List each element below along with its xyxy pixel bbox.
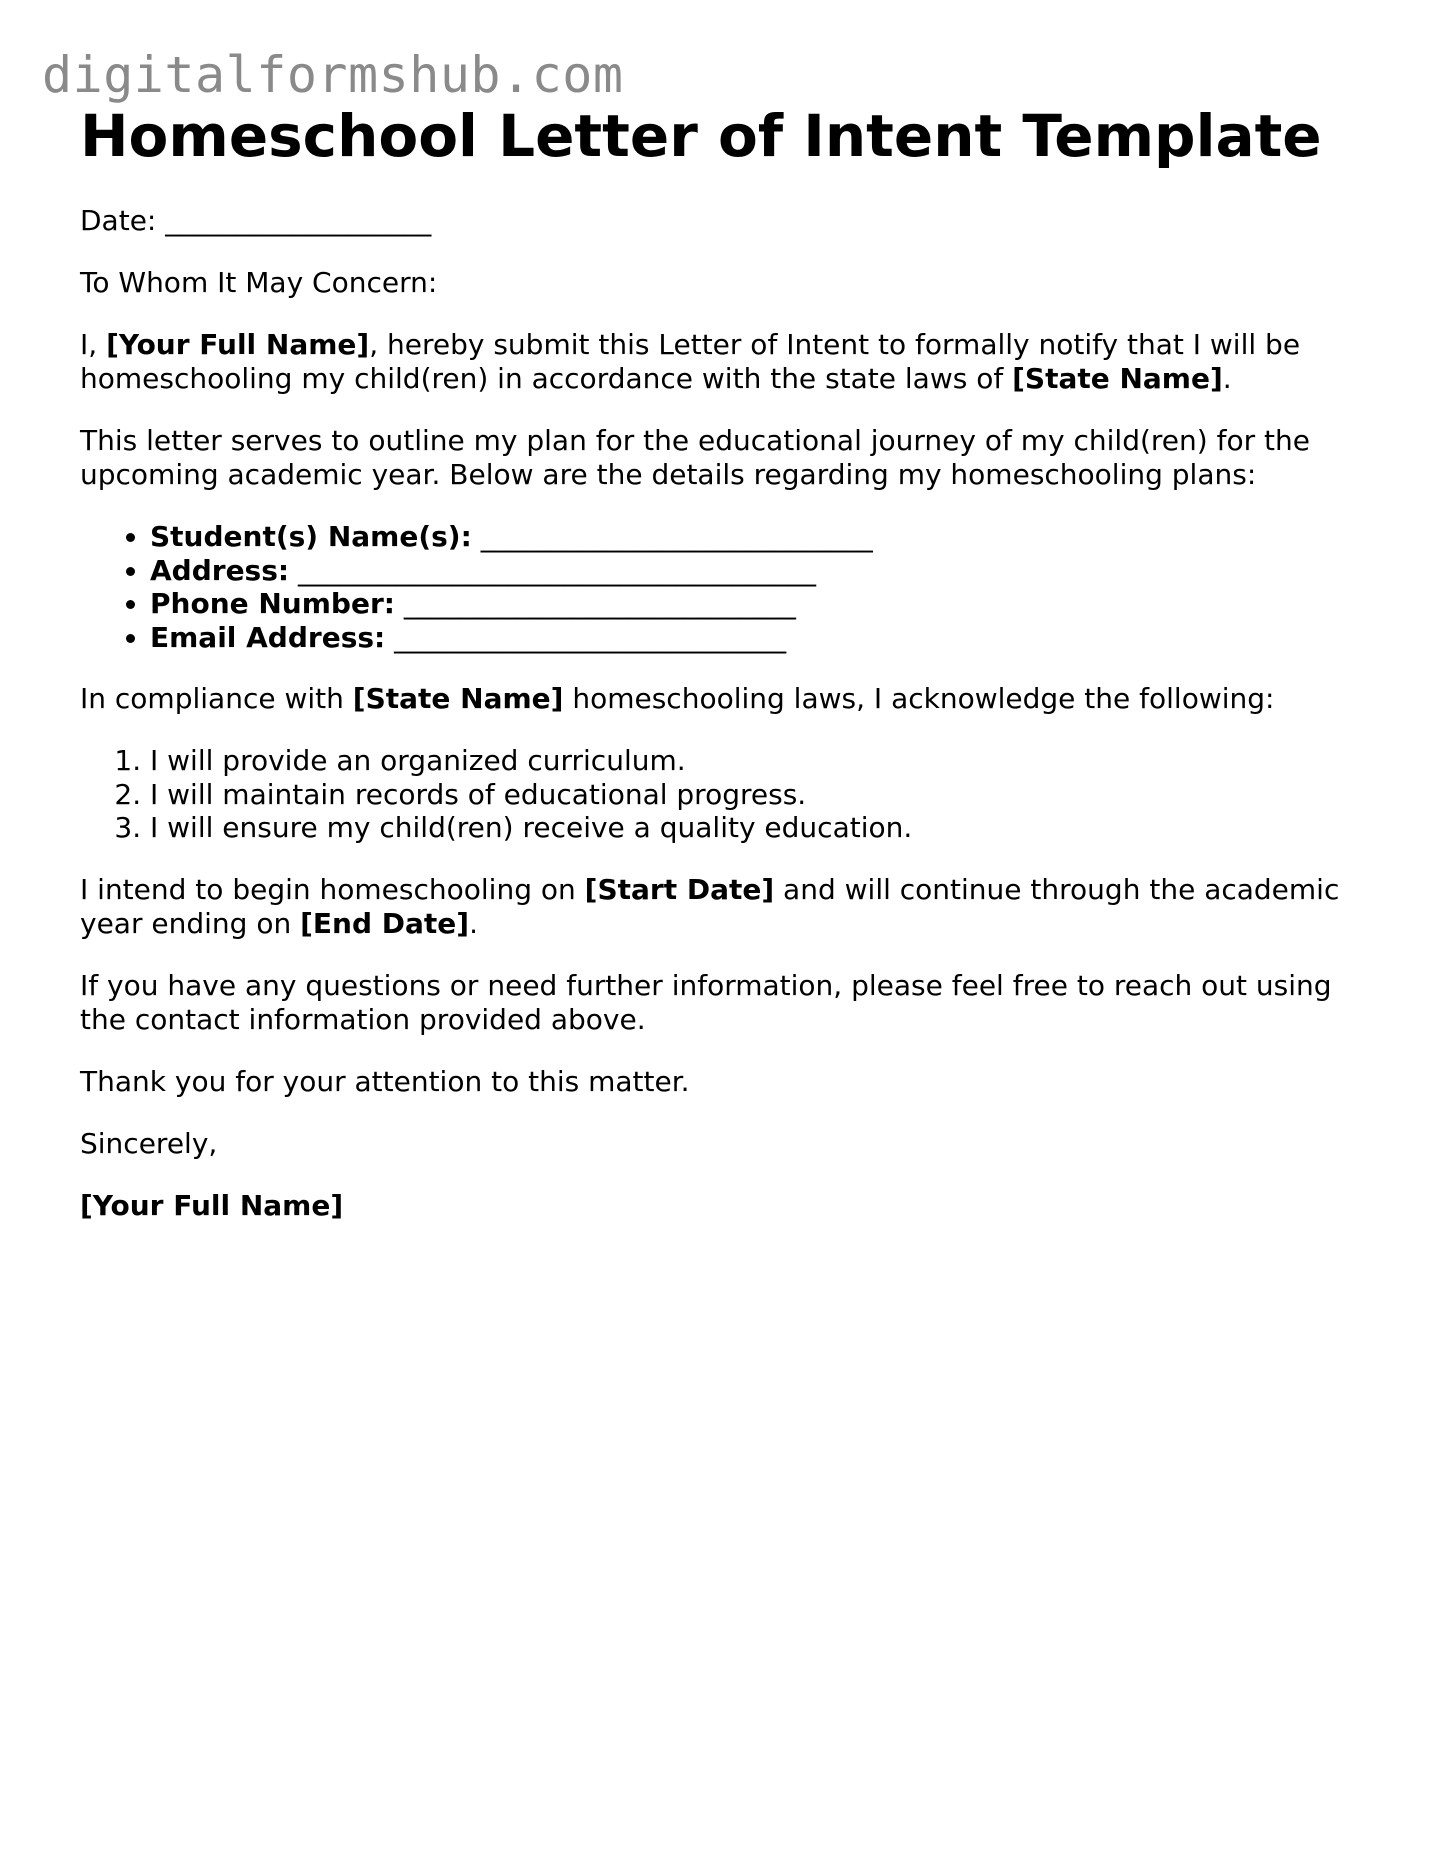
date-label: Date: [80,204,157,237]
date-blank: ___________________ [165,204,432,237]
detail-blank: ____________________________ [403,587,796,620]
compliance-prefix: In compliance with [80,682,353,715]
intro-state-placeholder: [State Name] [1012,362,1223,395]
salutation: To Whom It May Concern: [80,266,438,299]
signature-placeholder: [Your Full Name] [80,1188,344,1222]
acknowledgement-list [80,744,1370,845]
dates-suffix: . [469,906,478,940]
list-item [150,587,1370,621]
closing-line: Sincerely, [80,1126,218,1160]
intro-name-placeholder: [Your Full Name] [106,328,370,361]
detail-blank: ____________________________ [480,520,873,553]
letter-document [80,98,1370,1223]
date-line [80,204,1370,238]
list-item: 2. I will maintain records of educational progress. [150,778,1370,812]
start-date-placeholder: [Start Date] [584,872,775,906]
dates-middle: and will continue through the academic year ending on [80,872,1340,940]
list-item [150,621,1370,655]
detail-label: Phone Number: [150,587,395,620]
detail-blank: ____________________________ [394,620,787,654]
compliance-state-placeholder: [State Name] [352,682,564,715]
detail-blank: _____________________________________ [298,553,816,587]
list-item: 3. I will ensure my child(ren) receive a quality education. [150,811,1370,845]
compliance-paragraph [80,682,1370,716]
intro-prefix: I, [80,328,107,361]
questions-paragraph: If you have any questions or need further information, please feel free to reach out using the contact information provided above. [80,968,1332,1036]
intro-middle: , hereby submit this Letter of Intent to formally notify that I will be homeschooling my child(ren) in accordance with the state laws of [80,328,1301,395]
watermark-logo-text: digitalformshub.com [42,46,624,104]
end-date-placeholder: [End Date] [300,906,470,940]
page-title: Homeschool Letter of Intent Template [80,102,1322,170]
list-item [150,554,1370,588]
thanks-line: Thank you for your attention to this matter. [80,1064,690,1098]
details-list [80,520,1370,654]
dates-prefix: I intend to begin homeschooling on [80,872,585,906]
intro-paragraph [80,328,1370,396]
detail-label: Student(s) Name(s): [150,520,472,553]
intro-suffix: . [1222,362,1232,395]
list-item: 1. I will provide an organized curriculum. [150,744,1370,778]
list-item [150,520,1370,554]
compliance-suffix: homeschooling laws, I acknowledge the following: [563,682,1275,715]
detail-label: Address: [150,553,290,587]
plans-paragraph: This letter serves to outline my plan for the educational journey of my child(ren) for the upcoming academic year. Below are the details regarding my homeschooling plans: [80,424,1310,491]
detail-label: Email Address: [150,620,386,654]
dates-paragraph [80,873,1370,941]
